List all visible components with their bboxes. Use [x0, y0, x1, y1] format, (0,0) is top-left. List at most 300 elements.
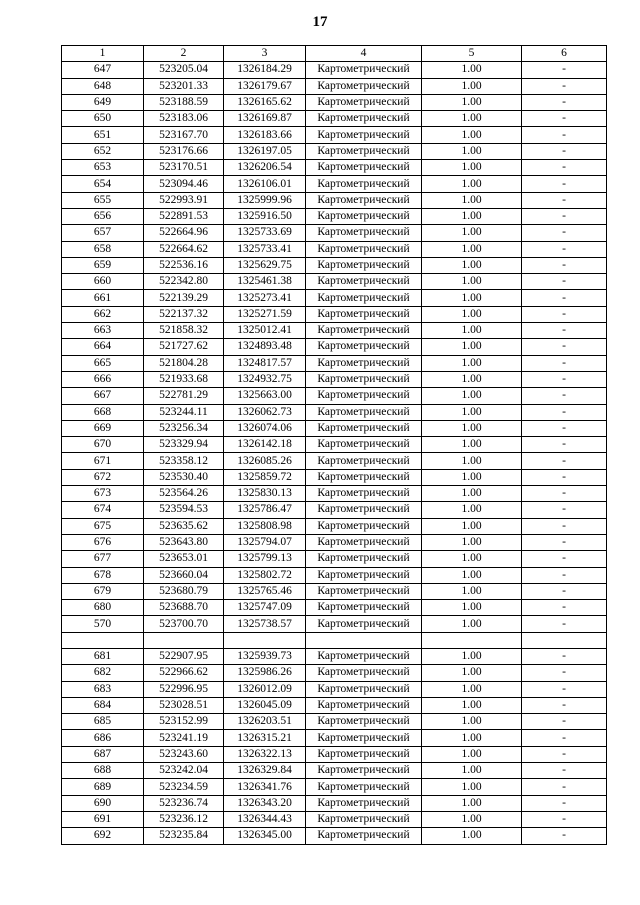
table-cell: 1.00: [422, 811, 522, 827]
table-cell: 1326012.09: [224, 681, 306, 697]
table-cell: 570: [62, 616, 144, 632]
table-cell: 1.00: [422, 208, 522, 224]
table-cell: 680: [62, 600, 144, 616]
table-cell: Картометрический: [306, 828, 422, 844]
table-cell: Картометрический: [306, 730, 422, 746]
table-cell: Картометрический: [306, 143, 422, 159]
table-row: [62, 665, 607, 681]
table-cell: 1325939.73: [224, 648, 306, 664]
table-cell: -: [522, 779, 607, 795]
table-cell: 523530.40: [144, 469, 224, 485]
table-cell: Картометрический: [306, 388, 422, 404]
table-cell: 1324817.57: [224, 355, 306, 371]
table-cell: Картометрический: [306, 600, 422, 616]
column-header: 1: [62, 46, 144, 62]
table-cell: 1.00: [422, 551, 522, 567]
table-cell: 1325786.47: [224, 502, 306, 518]
table-cell: 1.00: [422, 355, 522, 371]
table-cell: 523256.34: [144, 420, 224, 436]
table-cell: -: [522, 339, 607, 355]
table-cell: -: [522, 127, 607, 143]
table-cell: 668: [62, 404, 144, 420]
table-cell: Картометрический: [306, 486, 422, 502]
table-row: [62, 616, 607, 632]
table-cell: Картометрический: [306, 795, 422, 811]
table-cell: Картометрический: [306, 437, 422, 453]
table-cell: -: [522, 323, 607, 339]
table-cell: 676: [62, 534, 144, 550]
table-cell: Картометрический: [306, 274, 422, 290]
table-cell: 664: [62, 339, 144, 355]
table-cell: 522664.96: [144, 225, 224, 241]
table-row: [62, 143, 607, 159]
table-cell: Картометрический: [306, 355, 422, 371]
table-cell: 522342.80: [144, 274, 224, 290]
table-cell: 1.00: [422, 371, 522, 387]
table-cell: 1325986.26: [224, 665, 306, 681]
column-header: 2: [144, 46, 224, 62]
table-cell: 1.00: [422, 486, 522, 502]
table-row: [62, 600, 607, 616]
table-body: [62, 62, 607, 844]
table-cell: Картометрический: [306, 746, 422, 762]
table-cell: 1326169.87: [224, 111, 306, 127]
table-row: [62, 208, 607, 224]
table-cell: Картометрический: [306, 534, 422, 550]
table-cell: [306, 632, 422, 648]
table-cell: 522139.29: [144, 290, 224, 306]
table-row: [62, 746, 607, 762]
table-row: [62, 779, 607, 795]
table-cell: 1325012.41: [224, 323, 306, 339]
table-cell: 1.00: [422, 388, 522, 404]
table-cell: 523205.04: [144, 62, 224, 78]
table-row: [62, 828, 607, 844]
table-cell: 522536.16: [144, 257, 224, 273]
table-cell: 1.00: [422, 828, 522, 844]
table-cell: -: [522, 143, 607, 159]
table-cell: 678: [62, 567, 144, 583]
table-cell: 1325738.57: [224, 616, 306, 632]
table-cell: 523243.60: [144, 746, 224, 762]
table-cell: 1.00: [422, 306, 522, 322]
table-cell: 523234.59: [144, 779, 224, 795]
table-cell: 1.00: [422, 160, 522, 176]
table-cell: 1325747.09: [224, 600, 306, 616]
table-cell: Картометрический: [306, 111, 422, 127]
table-cell: -: [522, 404, 607, 420]
table-cell: -: [522, 437, 607, 453]
table-row: [62, 371, 607, 387]
table-cell: 521858.32: [144, 323, 224, 339]
table-row: [62, 502, 607, 518]
table-cell: 1326165.62: [224, 94, 306, 110]
table-row: [62, 274, 607, 290]
table-cell: -: [522, 697, 607, 713]
table-cell: 523152.99: [144, 714, 224, 730]
table-cell: 687: [62, 746, 144, 762]
table-cell: -: [522, 665, 607, 681]
column-header: 3: [224, 46, 306, 62]
table-cell: 1.00: [422, 274, 522, 290]
table-cell: 1326183.66: [224, 127, 306, 143]
table-row: [62, 697, 607, 713]
table-cell: 1326179.67: [224, 78, 306, 94]
table-cell: 523358.12: [144, 453, 224, 469]
table-cell: 522137.32: [144, 306, 224, 322]
table-cell: 1.00: [422, 518, 522, 534]
table-cell: 673: [62, 486, 144, 502]
table-cell: 1.00: [422, 176, 522, 192]
table-cell: 1326106.01: [224, 176, 306, 192]
table-cell: 649: [62, 94, 144, 110]
table-row: [62, 94, 607, 110]
table-cell: -: [522, 274, 607, 290]
table-row: [62, 290, 607, 306]
table-row: [62, 257, 607, 273]
table-row: [62, 160, 607, 176]
table-cell: Картометрический: [306, 127, 422, 143]
table-row: [62, 453, 607, 469]
table-cell: 1326206.54: [224, 160, 306, 176]
table-cell: 1326341.76: [224, 779, 306, 795]
table-cell: -: [522, 502, 607, 518]
table-cell: Картометрический: [306, 551, 422, 567]
table-cell: 523176.66: [144, 143, 224, 159]
table-cell: 1.00: [422, 127, 522, 143]
table-cell: [422, 632, 522, 648]
table-cell: 656: [62, 208, 144, 224]
table-row: [62, 518, 607, 534]
table-cell: 523201.33: [144, 78, 224, 94]
table-cell: Картометрический: [306, 62, 422, 78]
table-cell: 1325663.00: [224, 388, 306, 404]
table-cell: 1.00: [422, 78, 522, 94]
table-cell: 1.00: [422, 420, 522, 436]
table-cell: 1326343.20: [224, 795, 306, 811]
table-row: [62, 404, 607, 420]
table-cell: 1.00: [422, 502, 522, 518]
table-cell: 1.00: [422, 339, 522, 355]
table-cell: 1326322.13: [224, 746, 306, 762]
table-cell: 1325859.72: [224, 469, 306, 485]
table-cell: -: [522, 208, 607, 224]
table-row: [62, 469, 607, 485]
table-row: [62, 176, 607, 192]
column-header: 4: [306, 46, 422, 62]
table-cell: -: [522, 290, 607, 306]
table-row: [62, 355, 607, 371]
table-row: [62, 730, 607, 746]
table-row: [62, 811, 607, 827]
table-cell: Картометрический: [306, 714, 422, 730]
table-cell: Картометрический: [306, 648, 422, 664]
table-cell: Картометрический: [306, 176, 422, 192]
table-cell: 1326203.51: [224, 714, 306, 730]
table-cell: -: [522, 371, 607, 387]
table-cell: 523564.26: [144, 486, 224, 502]
table-cell: -: [522, 94, 607, 110]
table-cell: -: [522, 551, 607, 567]
table-cell: -: [522, 681, 607, 697]
table-cell: 521727.62: [144, 339, 224, 355]
table-cell: Картометрический: [306, 306, 422, 322]
table-row: [62, 551, 607, 567]
table-cell: Картометрический: [306, 420, 422, 436]
table-cell: 1.00: [422, 779, 522, 795]
table-cell: 1325271.59: [224, 306, 306, 322]
table-header-row: [62, 46, 607, 62]
table-cell: 523643.80: [144, 534, 224, 550]
table-cell: Картометрический: [306, 257, 422, 273]
table-cell: 690: [62, 795, 144, 811]
table-cell: 1.00: [422, 763, 522, 779]
table-cell: 1325794.07: [224, 534, 306, 550]
table-cell: Картометрический: [306, 697, 422, 713]
table-cell: 521933.68: [144, 371, 224, 387]
table-cell: Картометрический: [306, 192, 422, 208]
table-cell: 523241.19: [144, 730, 224, 746]
table-cell: 1.00: [422, 681, 522, 697]
table-cell: -: [522, 567, 607, 583]
table-cell: -: [522, 225, 607, 241]
table-cell: 652: [62, 143, 144, 159]
table-cell: [224, 632, 306, 648]
table-cell: 1.00: [422, 534, 522, 550]
table-cell: 1.00: [422, 241, 522, 257]
table-cell: 523094.46: [144, 176, 224, 192]
table-cell: 522996.95: [144, 681, 224, 697]
table-cell: 1.00: [422, 62, 522, 78]
table-cell: 1.00: [422, 697, 522, 713]
table-cell: 654: [62, 176, 144, 192]
table-cell: Картометрический: [306, 290, 422, 306]
table-cell: 1.00: [422, 567, 522, 583]
table-cell: 653: [62, 160, 144, 176]
table-cell: -: [522, 600, 607, 616]
table-cell: -: [522, 486, 607, 502]
table-cell: 1.00: [422, 469, 522, 485]
table-cell: 665: [62, 355, 144, 371]
table-row: [62, 127, 607, 143]
table-row: [62, 62, 607, 78]
table-cell: 523700.70: [144, 616, 224, 632]
table-cell: 1.00: [422, 94, 522, 110]
table-cell: 685: [62, 714, 144, 730]
table-row: [62, 648, 607, 664]
table-cell: 684: [62, 697, 144, 713]
table-cell: 1.00: [422, 111, 522, 127]
table-cell: Картометрический: [306, 208, 422, 224]
table-cell: Картометрический: [306, 665, 422, 681]
table-row: [62, 437, 607, 453]
table-cell: 523635.62: [144, 518, 224, 534]
table-cell: 674: [62, 502, 144, 518]
table-cell: 523167.70: [144, 127, 224, 143]
table-cell: 1.00: [422, 290, 522, 306]
table-cell: -: [522, 78, 607, 94]
table-cell: -: [522, 62, 607, 78]
table-cell: -: [522, 714, 607, 730]
table-cell: 523680.79: [144, 583, 224, 599]
table-cell: [62, 632, 144, 648]
table-cell: 1.00: [422, 404, 522, 420]
table-cell: 672: [62, 469, 144, 485]
table-cell: 522891.53: [144, 208, 224, 224]
table-cell: Картометрический: [306, 583, 422, 599]
table-cell: 1326197.05: [224, 143, 306, 159]
table-cell: Картометрический: [306, 616, 422, 632]
table-cell: 659: [62, 257, 144, 273]
table-cell: Картометрический: [306, 241, 422, 257]
table-cell: 660: [62, 274, 144, 290]
table-row: [62, 583, 607, 599]
table-cell: -: [522, 795, 607, 811]
table-cell: -: [522, 811, 607, 827]
table-cell: 1326329.84: [224, 763, 306, 779]
table-cell: 1325799.13: [224, 551, 306, 567]
coordinates-table: [61, 45, 607, 845]
table-cell: -: [522, 469, 607, 485]
table-cell: 523244.11: [144, 404, 224, 420]
table-cell: -: [522, 828, 607, 844]
table-cell: Картометрический: [306, 453, 422, 469]
column-header: 6: [522, 46, 607, 62]
table-cell: 522907.95: [144, 648, 224, 664]
table-cell: 689: [62, 779, 144, 795]
table-cell: 1325629.75: [224, 257, 306, 273]
table-cell: 523653.01: [144, 551, 224, 567]
table-cell: 523170.51: [144, 160, 224, 176]
table-cell: 1326142.18: [224, 437, 306, 453]
table-cell: 658: [62, 241, 144, 257]
table-cell: -: [522, 746, 607, 762]
table-cell: 1326062.73: [224, 404, 306, 420]
table-cell: 669: [62, 420, 144, 436]
table-cell: Картометрический: [306, 502, 422, 518]
table-cell: 1.00: [422, 648, 522, 664]
table-cell: -: [522, 160, 607, 176]
table-cell: Картометрический: [306, 469, 422, 485]
table-cell: 1.00: [422, 795, 522, 811]
table-cell: 1.00: [422, 257, 522, 273]
table-spacer-row: [62, 632, 607, 648]
table-cell: 522664.62: [144, 241, 224, 257]
table-cell: -: [522, 518, 607, 534]
table-cell: 1324932.75: [224, 371, 306, 387]
table-cell: 1325273.41: [224, 290, 306, 306]
table-cell: -: [522, 534, 607, 550]
table-cell: 1.00: [422, 453, 522, 469]
table-cell: 523242.04: [144, 763, 224, 779]
table-cell: 691: [62, 811, 144, 827]
table-row: [62, 534, 607, 550]
table-row: [62, 306, 607, 322]
table-cell: 682: [62, 665, 144, 681]
table-cell: 1325733.69: [224, 225, 306, 241]
table-cell: -: [522, 355, 607, 371]
table-cell: 648: [62, 78, 144, 94]
table-cell: 1325999.96: [224, 192, 306, 208]
table-cell: 1326085.26: [224, 453, 306, 469]
table-cell: 1325765.46: [224, 583, 306, 599]
table-cell: Картометрический: [306, 681, 422, 697]
table-cell: 523594.53: [144, 502, 224, 518]
table-cell: [522, 632, 607, 648]
table-cell: 1.00: [422, 225, 522, 241]
table-cell: 523183.06: [144, 111, 224, 127]
table-row: [62, 111, 607, 127]
table-cell: Картометрический: [306, 225, 422, 241]
table-cell: 522993.91: [144, 192, 224, 208]
column-header: 5: [422, 46, 522, 62]
table-cell: 523235.84: [144, 828, 224, 844]
table-cell: Картометрический: [306, 763, 422, 779]
table-cell: 523028.51: [144, 697, 224, 713]
table-cell: 523188.59: [144, 94, 224, 110]
table-cell: -: [522, 176, 607, 192]
table-row: [62, 241, 607, 257]
table-cell: Картометрический: [306, 323, 422, 339]
table-cell: 662: [62, 306, 144, 322]
table-cell: [144, 632, 224, 648]
table-cell: Картометрический: [306, 160, 422, 176]
table-row: [62, 486, 607, 502]
page-number: 17: [312, 14, 328, 30]
table-cell: 1.00: [422, 583, 522, 599]
table-cell: 522781.29: [144, 388, 224, 404]
table-cell: 1325916.50: [224, 208, 306, 224]
table-cell: -: [522, 420, 607, 436]
table-cell: Картометрический: [306, 371, 422, 387]
table-cell: 681: [62, 648, 144, 664]
table-row: [62, 714, 607, 730]
table-cell: 1325461.38: [224, 274, 306, 290]
table-cell: 1326345.00: [224, 828, 306, 844]
table-cell: 657: [62, 225, 144, 241]
table-row: [62, 567, 607, 583]
table-row: [62, 339, 607, 355]
table-cell: 1.00: [422, 665, 522, 681]
table-cell: 1325808.98: [224, 518, 306, 534]
table-cell: 521804.28: [144, 355, 224, 371]
table-cell: -: [522, 306, 607, 322]
table-cell: 1.00: [422, 192, 522, 208]
table-cell: 1326344.43: [224, 811, 306, 827]
table-cell: 686: [62, 730, 144, 746]
table-cell: 1.00: [422, 730, 522, 746]
table-cell: 666: [62, 371, 144, 387]
table-cell: Картометрический: [306, 404, 422, 420]
table-cell: 523660.04: [144, 567, 224, 583]
table-cell: 1.00: [422, 143, 522, 159]
table-cell: 647: [62, 62, 144, 78]
table-cell: 1.00: [422, 437, 522, 453]
table-cell: 522966.62: [144, 665, 224, 681]
table-row: [62, 763, 607, 779]
table-cell: 651: [62, 127, 144, 143]
table-row: [62, 795, 607, 811]
table-row: [62, 323, 607, 339]
table-cell: 1326184.29: [224, 62, 306, 78]
table-row: [62, 681, 607, 697]
table-cell: Картометрический: [306, 567, 422, 583]
table-row: [62, 78, 607, 94]
table-cell: 1326315.21: [224, 730, 306, 746]
table-cell: 671: [62, 453, 144, 469]
table-cell: 1.00: [422, 600, 522, 616]
table-cell: 663: [62, 323, 144, 339]
